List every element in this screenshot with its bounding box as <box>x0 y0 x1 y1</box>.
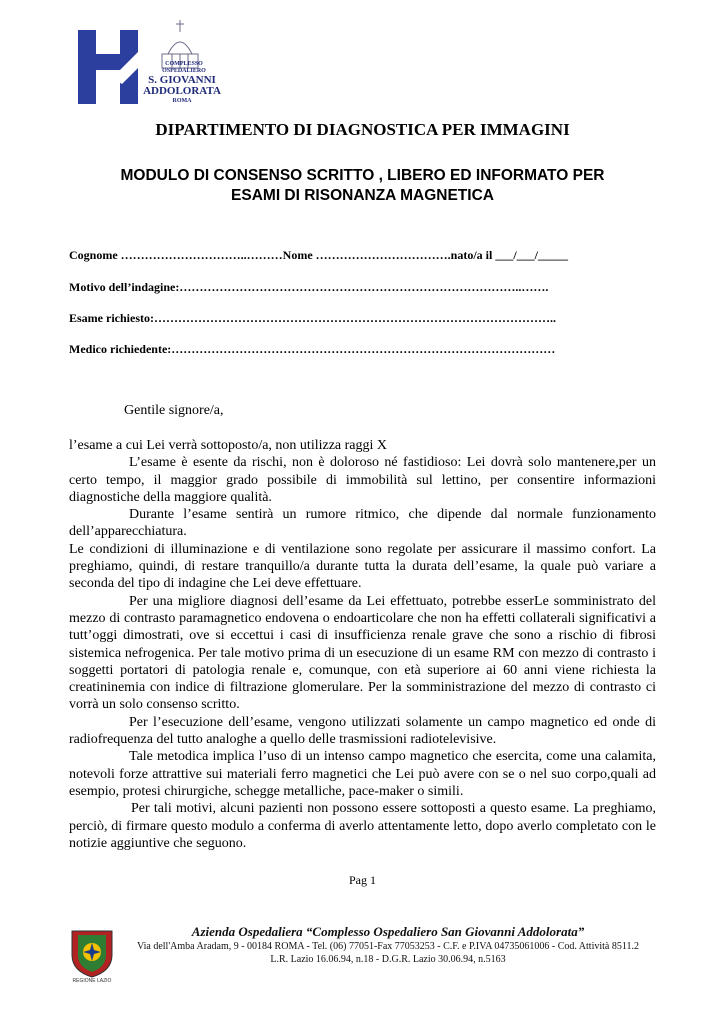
hospital-logo <box>76 16 226 106</box>
emblem-label: REGIONE LAZIO <box>72 978 112 983</box>
logo-line4: ADDOLORATA <box>143 85 221 97</box>
exam-requested-field: Esame richiesto:……………………………………………………………………………………….. <box>69 311 556 325</box>
logo-line2: OSPEDALIERO <box>162 68 206 74</box>
department-heading: DIPARTIMENTO DI DIAGNOSTICA PER IMMAGINI <box>155 120 570 139</box>
regione-lazio-emblem <box>66 925 118 983</box>
paragraph: Le condizioni di illuminazione e di ventilazione sono regolate per assicurare il massimo confort. La preghiamo, quindi, di restare tranquillo/a durante tutta la durata dell’esame, la quale può variare a seconda del tipo di indagine che Lei deve effettuare. <box>69 541 656 592</box>
paragraph: Tale metodica implica l’uso di un intenso campo magnetico che esercita, come una calamita, notevoli forze attrattive sui materiali ferro magnetici che Lei può avere con se o nel suo corpo,quali ad esempio, protesi chirurgiche, schegge metalliche, pace-maker o simili. <box>69 749 656 799</box>
logo-line3: S. GIOVANNI <box>148 74 216 86</box>
body-text <box>69 437 656 852</box>
form-title-line1: MODULO DI CONSENSO SCRITTO , LIBERO ED INFORMATO PER <box>120 167 605 184</box>
referring-doctor-field: Medico richiedente:…………………………………………………………………………………… <box>69 342 556 356</box>
paragraph: Durante l’esame sentirà un rumore ritmico, che dipende dal normale funzionamento dell’apparecchiatura. <box>69 507 656 540</box>
paragraph: Per una migliore diagnosi dell’esame da Lei effettuato, potrebbe esserLe somministrato del mezzo di contrasto paramagnetico endovena o endoarticolare che non ha effetti collaterali significativi a tutt’oggi dimostrati, ove si eccettui i casi di insufficienza renale grave che sono a rischio di fibrosi sistemica nefrogenica. Per tale motivo prima di un esecuzione di un esame RM con mezzo di contrasto i soggetti portatori di patologia renale e, comunque, con età superiore ai 60 anni viene richiesta la creatininemia con indice di filtrazione glomerulare. Per la somministrazione del mezzo di contrasto ci vorrà un solo consenso scritto. <box>69 593 656 713</box>
paragraph: L’esame è esente da rischi, non è doloroso né fastidioso: Lei dovrà solo mantenere,per un certo tempo, il maggior grado possibile di immobilità sul lettino, per consentire informazioni diagnostiche della maggiore qualità. <box>69 455 656 505</box>
paragraph: Per l’esecuzione dell’esame, vengono utilizzati solamente un campo magnetico ed onde di radiofrequenza del tutto analoghe a quello delle trasmissioni radiotelevisive. <box>69 714 656 748</box>
form-title-line2: ESAMI DI RISONANZA MAGNETICA <box>231 187 494 204</box>
logo-line5: ROMA <box>172 98 192 104</box>
footer-address: Via dell'Amba Aradam, 9 - 00184 ROMA - Tel. (06) 77051-Fax 77053253 - C.F. e P.IVA 04735061006 - Cod. Attività 8511.2 <box>137 941 639 952</box>
logo-line1: COMPLESSO <box>165 61 203 67</box>
greeting: Gentile signore/a, <box>124 403 224 418</box>
paragraph: l’esame a cui Lei verrà sottoposto/a, non utilizza raggi X <box>69 438 388 453</box>
page-number: Pag 1 <box>349 873 376 887</box>
footer-organization: Azienda Ospedaliera “Complesso Ospedaliero San Giovanni Addolorata” <box>191 924 585 939</box>
footer-law-reference: L.R. Lazio 16.06.94, n.18 - D.G.R. Lazio 30.06.94, n.5163 <box>270 954 506 965</box>
patient-name-field: Cognome …………………………..………Nome …………………………….nato/a il ___/___/_____ <box>69 248 568 262</box>
footer <box>128 924 648 966</box>
reason-field: Motivo dell’indagine:…………………………………………………………………………..……. <box>69 280 549 294</box>
paragraph: Per tali motivi, alcuni pazienti non possono essere sottoposti a questo esame. La preghiamo, perciò, di firmare questo modulo a conferma di averlo attentamente letto, dopo averlo completato con le notizie aggiuntive che seguono. <box>69 801 656 851</box>
